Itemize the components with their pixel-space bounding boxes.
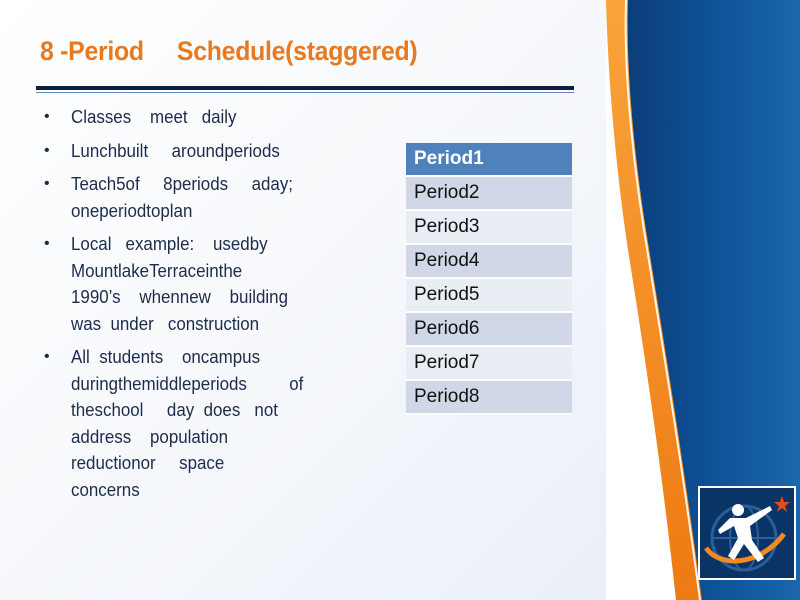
- bullet-text: oneperiodtoplan: [71, 200, 193, 221]
- bullet-text: theschool day does not: [71, 400, 278, 420]
- period-cell: Period8: [406, 380, 572, 414]
- bullet-text: duringthemiddleperiods of: [71, 373, 304, 394]
- bullet-dot: •: [44, 235, 50, 252]
- runner-globe-star-icon: [700, 488, 794, 578]
- period-row: [406, 244, 572, 278]
- bullet-item: [44, 104, 334, 131]
- period-table-header: [406, 143, 572, 176]
- bullet-text: Local example: usedby: [71, 234, 268, 254]
- bullet-item: [44, 344, 334, 503]
- bullet-text: Lunchbuilt aroundperiods: [71, 140, 280, 161]
- logo: [698, 486, 796, 580]
- period-cell: Period7: [406, 346, 572, 380]
- period-cell: Period1: [406, 143, 572, 176]
- period-cell: Period3: [406, 210, 572, 244]
- period-row: [406, 278, 572, 312]
- bullet-text: 1990’s whennew building: [71, 287, 288, 307]
- bullet-text: Teach5of 8periods aday;: [71, 174, 293, 194]
- bullet-text: address population: [71, 426, 229, 447]
- title-divider: [36, 86, 574, 90]
- title-divider-thin: [36, 92, 574, 93]
- bullet-text: All students oncampus: [71, 347, 261, 367]
- period-row: [406, 380, 572, 414]
- bullet-dot: •: [44, 348, 50, 365]
- bullet-dot: •: [44, 108, 50, 125]
- period-row: [406, 346, 572, 380]
- period-cell: Period6: [406, 312, 572, 346]
- period-cell: Period5: [406, 278, 572, 312]
- bullet-dot: •: [44, 141, 50, 159]
- bullet-text: concerns: [71, 479, 140, 500]
- slide-title: 8 -Period Schedule(staggered): [40, 36, 418, 66]
- period-row: [406, 176, 572, 210]
- bullet-item: [44, 171, 334, 224]
- bullet-item: [44, 138, 334, 165]
- period-row: [406, 312, 572, 346]
- bullet-dot: •: [44, 175, 50, 192]
- period-row: [406, 210, 572, 244]
- bullet-list: [44, 104, 334, 510]
- bullet-item: [44, 231, 334, 337]
- period-table: [406, 143, 572, 415]
- bullet-text: Classes meet daily: [71, 107, 237, 127]
- period-cell: Period2: [406, 176, 572, 210]
- bullet-text: reductionor space: [71, 453, 225, 473]
- bullet-text: MountlakeTerraceinthe: [71, 260, 243, 281]
- bullet-text: was under construction: [71, 313, 260, 334]
- period-cell: Period4: [406, 244, 572, 278]
